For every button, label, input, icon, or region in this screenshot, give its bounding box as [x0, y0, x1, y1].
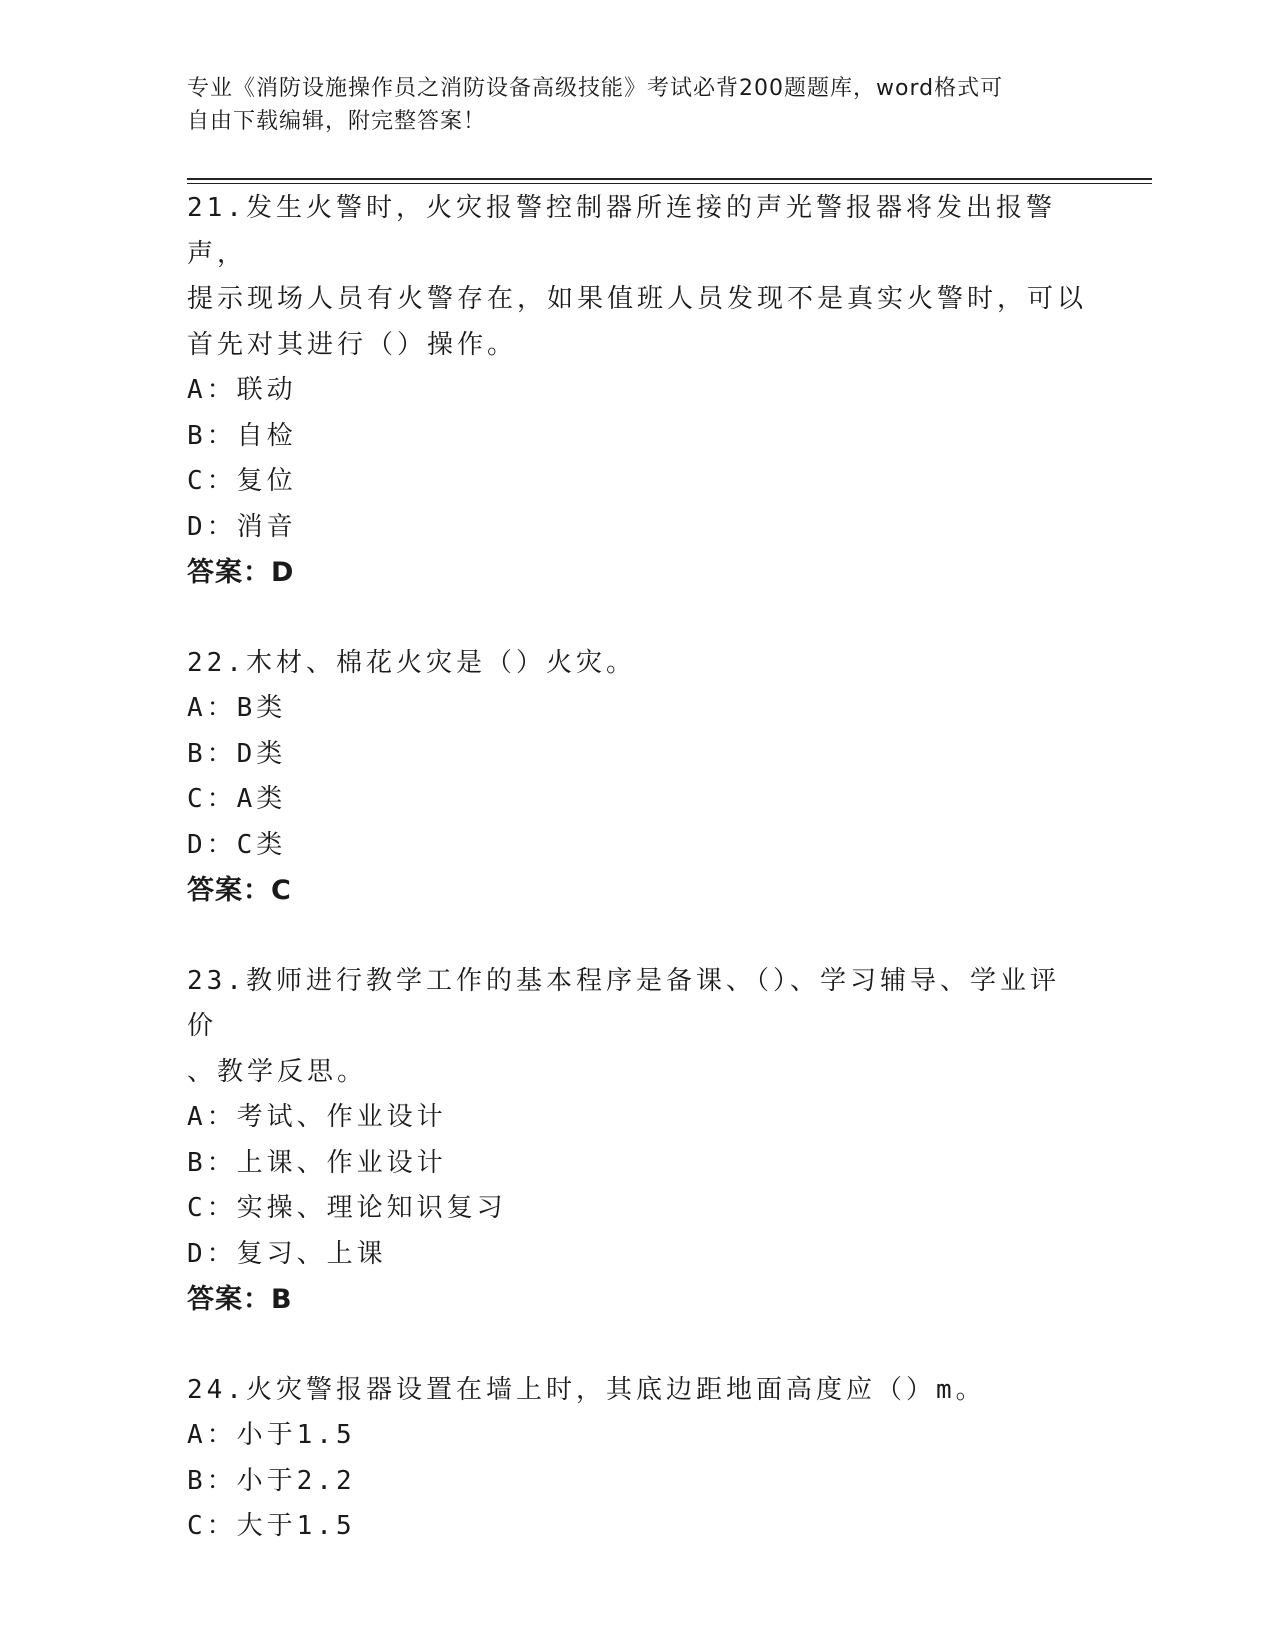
stem-line: 24.火灾警报器设置在墙上时，其底边距地面高度应（）m。	[187, 1374, 986, 1405]
document-header	[187, 72, 1087, 138]
option-b: B：D类	[187, 738, 287, 769]
question-24	[187, 1368, 1087, 1550]
spacer	[187, 914, 1087, 959]
option-b: B：自检	[187, 420, 297, 451]
option-a: A：联动	[187, 375, 297, 405]
option-c: C：大于1.5	[187, 1511, 356, 1541]
question-21	[187, 186, 1087, 596]
question-list	[187, 186, 1087, 1550]
option-b: B：上课、作业设计	[187, 1147, 447, 1178]
option-c: C：实操、理论知识复习	[187, 1193, 507, 1223]
question-stem	[187, 641, 1087, 687]
stem-line: 21.发生火警时，火灾报警控制器所连接的声光警报器将发出报警声，	[187, 193, 1056, 269]
header-line-2: 自由下载编辑，附完整答案！	[187, 109, 487, 134]
option-a: A：小于1.5	[187, 1420, 356, 1450]
question-stem	[187, 1368, 1087, 1414]
spacer	[187, 596, 1087, 641]
question-22	[187, 641, 1087, 914]
answer-line: 答案：C	[187, 875, 292, 906]
question-23	[187, 959, 1087, 1323]
option-c: C：A类	[187, 784, 287, 814]
header-divider	[187, 178, 1152, 184]
stem-line: 首先对其进行（）操作。	[187, 329, 518, 360]
option-d: D：消音	[187, 511, 297, 542]
stem-line: 提示现场人员有火警存在，如果值班人员发现不是真实火警时，可以	[187, 284, 1088, 314]
answer-line: 答案：B	[187, 1284, 293, 1315]
stem-line: 23.教师进行教学工作的基本程序是备课、（）、学习辅导、学业评价	[187, 965, 1060, 1041]
option-a: A：考试、作业设计	[187, 1102, 447, 1132]
answer-line: 答案：D	[187, 557, 295, 588]
option-a: A：B类	[187, 693, 287, 723]
question-stem	[187, 186, 1087, 368]
question-stem	[187, 959, 1087, 1096]
spacer	[187, 1323, 1087, 1368]
option-b: B：小于2.2	[187, 1465, 356, 1496]
option-c: C：复位	[187, 466, 297, 496]
option-d: D：C类	[187, 829, 287, 860]
option-d: D：复习、上课	[187, 1238, 387, 1269]
stem-line: 22.木材、棉花火灾是（）火灾。	[187, 647, 636, 678]
header-line-1: 专业《消防设施操作员之消防设备高级技能》考试必背200题题库，word格式可	[187, 76, 1004, 101]
stem-line: 、教学反思。	[187, 1056, 368, 1087]
